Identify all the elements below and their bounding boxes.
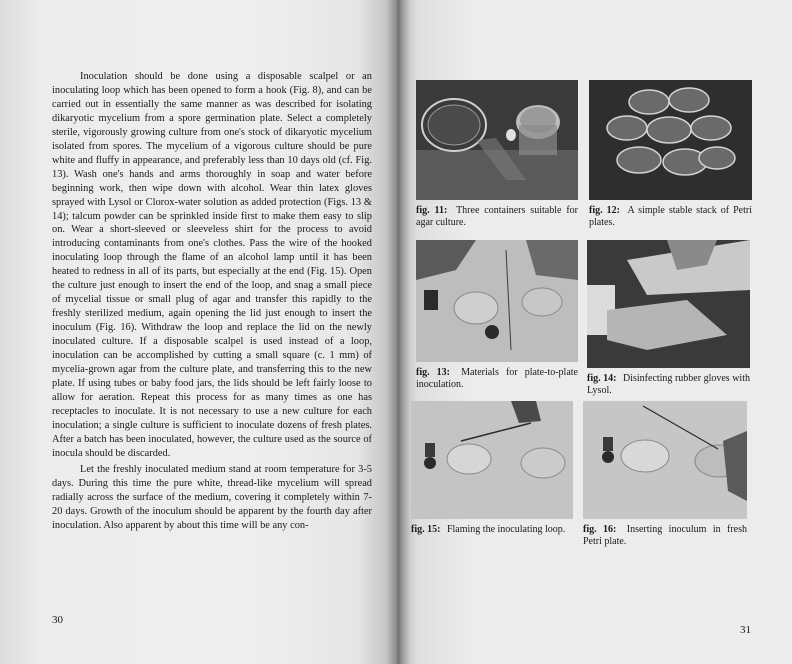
figure-14 bbox=[587, 240, 750, 396]
photo-materials bbox=[416, 240, 578, 362]
figure-11 bbox=[416, 80, 578, 228]
page-number: 31 bbox=[740, 624, 751, 636]
figure-caption bbox=[589, 205, 752, 228]
photo-inserting-inoculum bbox=[583, 401, 747, 519]
paragraph: Let the freshly inoculated medium stand at room temperature for 3-5 days. During this time the pure white, thread-like mycelium will spread radially across the surface of the medium, covering it completely within 7-20 days. Growth of the inoculum should be apparent by the fourth day after inoculation. Also apparent by about this time will be any con- bbox=[52, 463, 372, 531]
page-number: 30 bbox=[52, 614, 63, 626]
photo-containers bbox=[416, 80, 578, 200]
caption-text: Inserting inoculum in fresh Petri plate. bbox=[583, 524, 747, 547]
caption-text: Disinfecting rubber gloves with Lysol. bbox=[587, 373, 750, 396]
figure-caption bbox=[583, 524, 747, 547]
figure-caption bbox=[411, 524, 573, 536]
photo-petri-stack bbox=[589, 80, 752, 200]
caption-text: A simple stable stack of Petri plates. bbox=[589, 205, 752, 228]
photo-gloves bbox=[587, 240, 750, 368]
paragraph: Inoculation should be done using a disposable scalpel or an inoculating loop which has been opened to form a hook (Fig. 8), and can be carried out in essentially the same manner as was described for isolating dikaryotic mycelium from a spore germination plate. Select a completely sterile, vigorously growing culture from one's stock of dikaryotic mycelium isolated from spores. The mycelium of a vigorous culture should be pure white and fluffy in appearance, and preferably less than 10 days old (cf. Fig. 13). Wash one's hands and arms thoroughly in soap and water before beginning work, then wipe down with alcohol. Wear thin latex gloves sprayed with Lysol or Clorox-water solution as added protection (Figs. 13 & 14); talcum powder can be sprinkled inside first to make them easy to slip on. Wear a short-sleeved or sleeveless shirt for the process to avoid introducing contaminants from one's clothes. Pass the wire of the hooked inoculating loop through the flame of an alcohol lamp until it has been heated to redness in all of its parts, but especially at the end (Fig. 15). Open the culture just enough to insert the end of the loop, and snag a small piece of mycelial tissue or small plug of agar and transfer this rapidly to the freshly sterilized medium, again opening the lid just enough to insert the inoculum (Fig. 16). Withdraw the loop and replace the lid on the newly inoculated culture. If a disposable scalpel is used instead of a loop, inoculation can be accomplished by cutting a small square (c. 1 mm) of mycelia-grown agar from the culture plate, and transferring this to the new plate. If using tubes or baby food jars, the lids should be left fairly loose to allow for aeration. Repeat this process for as many times as one has receptacles to inoculate. It is not necessary to use a new culture for each inoculation; a single culture is sufficient to inoculate dozens of fresh plates. After a batch has been inoculated, however, the culture used as the source of inocula should be discarded. bbox=[52, 71, 372, 459]
caption-text: Flaming the inoculating loop. bbox=[446, 524, 566, 535]
figure-label: fig. 14: bbox=[587, 373, 617, 384]
body-text bbox=[52, 70, 372, 532]
caption-text: Three containers suitable for agar culture. bbox=[416, 205, 578, 228]
figure-15 bbox=[411, 401, 573, 536]
figure-label: fig. 12: bbox=[589, 205, 620, 216]
photo-flaming-loop bbox=[411, 401, 573, 519]
figure-16 bbox=[583, 401, 747, 547]
figure-caption bbox=[587, 373, 750, 396]
caption-text: Materials for plate-to-plate inoculation. bbox=[416, 367, 578, 390]
figure-13 bbox=[416, 240, 578, 390]
figure-label: fig. 15: bbox=[411, 524, 441, 535]
figure-caption bbox=[416, 367, 578, 390]
figure-12 bbox=[589, 80, 752, 228]
figure-label: fig. 16: bbox=[583, 524, 617, 535]
book-spine bbox=[386, 0, 410, 664]
figure-caption bbox=[416, 205, 578, 228]
figure-label: fig. 11: bbox=[416, 205, 448, 216]
figure-label: fig. 13: bbox=[416, 367, 451, 378]
